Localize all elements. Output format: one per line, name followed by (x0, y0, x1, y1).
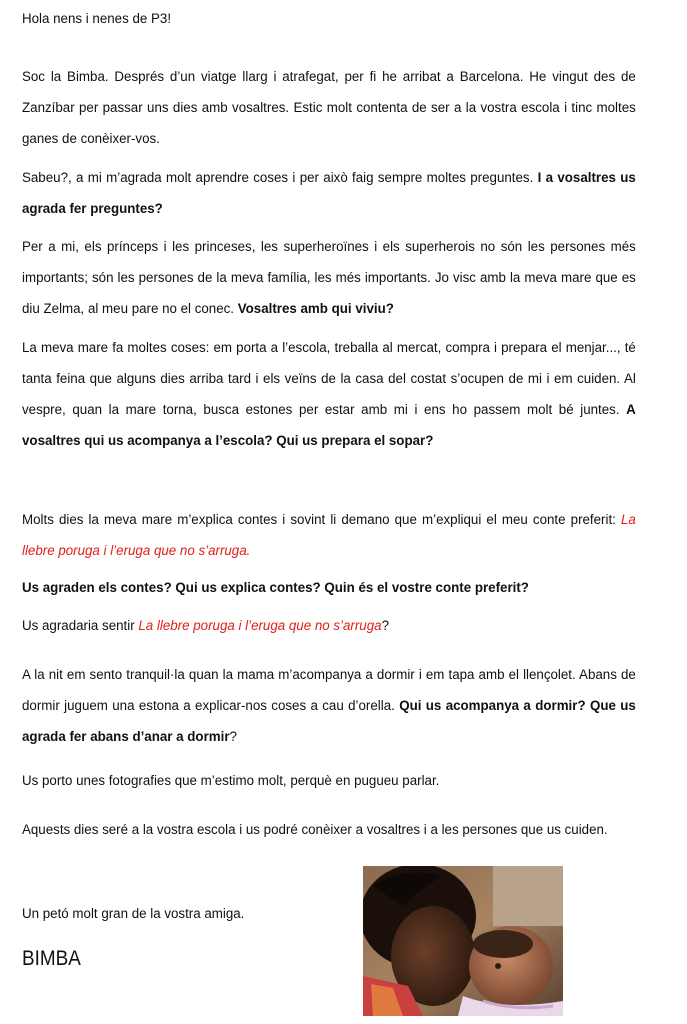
story-title: La llebre poruga i l’eruga que no s’arruga. (22, 512, 636, 559)
paragraph-farewell: Un petó molt gran de la vostra amiga. (22, 906, 245, 922)
mother-baby-photo (363, 866, 563, 1016)
paragraph-text: ? (229, 729, 237, 745)
paragraph-text: A la nit em sento tranquil·la quan la mama m’acompanya a dormir i em tapa amb el llençolet. Abans de dormir juguem una estona a explicar-nos coses a cau d’orella. (22, 667, 636, 714)
paragraph-stories (22, 505, 636, 567)
paragraph-school: Aquests dies seré a la vostra escola i us podré conèixer a vosaltres i a les persones que us cuiden. (22, 822, 608, 838)
paragraph-text: Molts dies la meva mare m’explica contes i sovint li demano que m’expliqui el meu conte preferit: (22, 512, 621, 528)
paragraph-questions (22, 163, 636, 225)
question-bold: Vosaltres amb qui viviu? (237, 301, 394, 317)
paragraph-text: Per a mi, els prínceps i les princeses, les superheroïnes i els superherois no són les persones més importants; són les persones de la meva família, les més importants. Jo visc amb la meva mare que es diu Zelma, al meu pare no el conec. (22, 239, 636, 317)
paragraph-listen (22, 611, 636, 642)
paragraph-text: Us agradaria sentir (22, 618, 139, 634)
greeting: Hola nens i nenes de P3! (22, 11, 172, 27)
story-title: La llebre poruga i l’eruga que no s’arruga (138, 618, 382, 634)
paragraph-photos: Us porto unes fotografies que m’estimo molt, perquè en pugueu parlar. (22, 773, 440, 789)
paragraph-text: ? (381, 618, 389, 634)
paragraph-night (22, 660, 636, 753)
paragraph-mother (22, 333, 636, 457)
question-bold: I a vosaltres us agrada fer preguntes? (22, 170, 636, 217)
paragraph-stories-question (22, 573, 636, 604)
paragraph-family (22, 232, 636, 325)
question-bold: Us agraden els contes? Qui us explica contes? Quin és el vostre conte preferit? (22, 580, 529, 596)
paragraph-text: Sabeu?, a mi m’agrada molt aprendre coses i per això faig sempre moltes preguntes. (22, 170, 538, 186)
paragraph-text: La meva mare fa moltes coses: em porta a l’escola, treballa al mercat, compra i prepara el menjar..., té tanta feina que alguns dies arriba tard i els veïns de la casa del costat s’ocupen de mi i em cuiden. Al vespre, quan la mare torna, busca estones per estar amb mi i ens ho passem molt bé juntes. (22, 340, 636, 418)
paragraph-arrival: Soc la Bimba. Després d’un viatge llarg i atrafegat, per fi he arribat a Barcelona. He vingut des de Zanzíbar per passar uns dies amb vosaltres. Estic molt contenta de ser a la vostra escola i tinc moltes ganes de conèixer-vos. (22, 69, 636, 147)
question-bold: Qui us acompanya a dormir? Que us agrada fer abans d’anar a dormir (22, 698, 636, 745)
signature: BIMBA (22, 947, 81, 970)
question-bold: A vosaltres qui us acompanya a l’escola? Qui us prepara el sopar? (22, 402, 636, 449)
